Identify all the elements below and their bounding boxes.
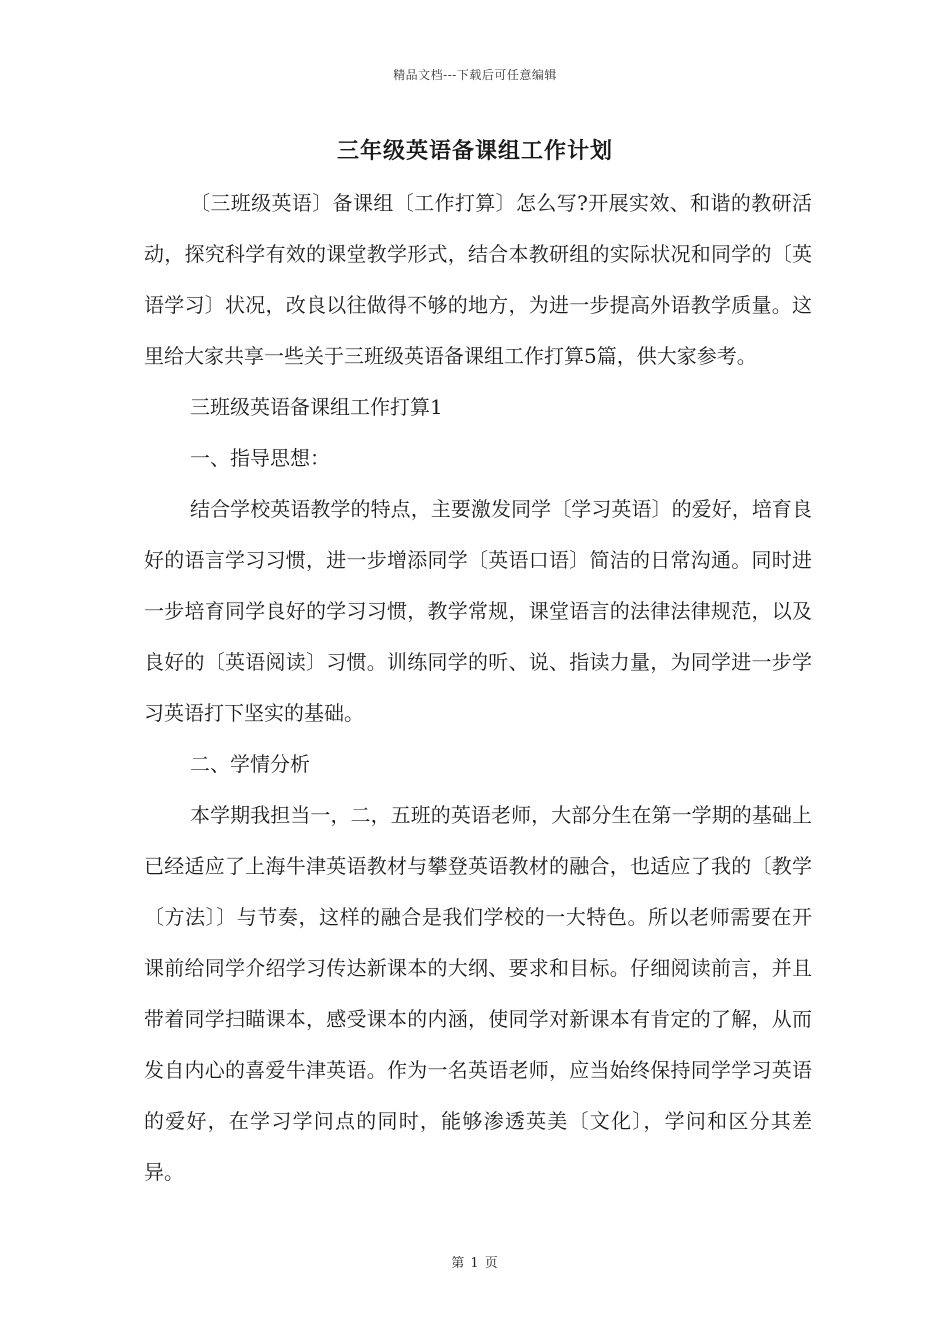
document-title: 三年级英语备课组工作计划 [336,138,613,164]
section2-heading: 二、学情分析 [190,752,310,776]
intro-paragraph: 〔三班级英语〕备课组〔工作打算〕怎么写?开展实效、和谐的教研活动，探究科学有效的课堂教学形式，结合本教研组的实际状况和同学的〔英语学习〕状况，改良以往做得不够的地方，为进一步提高外语教学质量。这里给大家共享一些关于三班级英语备课组工作打算5篇，供大家参考。 [144,191,812,368]
header-note: 精品文档---下载后可任意编辑 [393,68,557,82]
section1-heading: 一、指导思想： [190,446,330,470]
section1-paragraph: 结合学校英语教学的特点，主要激发同学〔学习英语〕的爱好，培育良好的语言学习习惯，进一步增添同学〔英语口语〕简洁的日常沟通。同时进一步培育同学良好的学习习惯，教学常规，课堂语言的法律法律规范，以及良好的〔英语阅读〕习惯。训练同学的听、说、指读力量，为同学进一步学习英语打下坚实的基础。 [144,497,812,725]
plan-heading: 三班级英语备课组工作打算1 [190,395,443,419]
section2-paragraph: 本学期我担当一，二，五班的英语老师，大部分生在第一学期的基础上已经适应了上海牛津英语教材与攀登英语教材的融合，也适应了我的〔教学〔方法〕〕与节奏，这样的融合是我们学校的一大特色。所以老师需要在开课前给同学介绍学习传达新课本的大纲、要求和目标。仔细阅读前言，并且带着同学扫瞄课本，感受课本的内涵，使同学对新课本有肯定的了解，从而发自内心的喜爱牛津英语。作为一名英语老师，应当始终保持同学学习英语的爱好，在学习学问点的同时，能够渗透英美〔文化〕，学问和区分其差异。 [144,803,812,1184]
document-body [144,178,812,1198]
page-number: 第 1 页 [451,1256,499,1271]
